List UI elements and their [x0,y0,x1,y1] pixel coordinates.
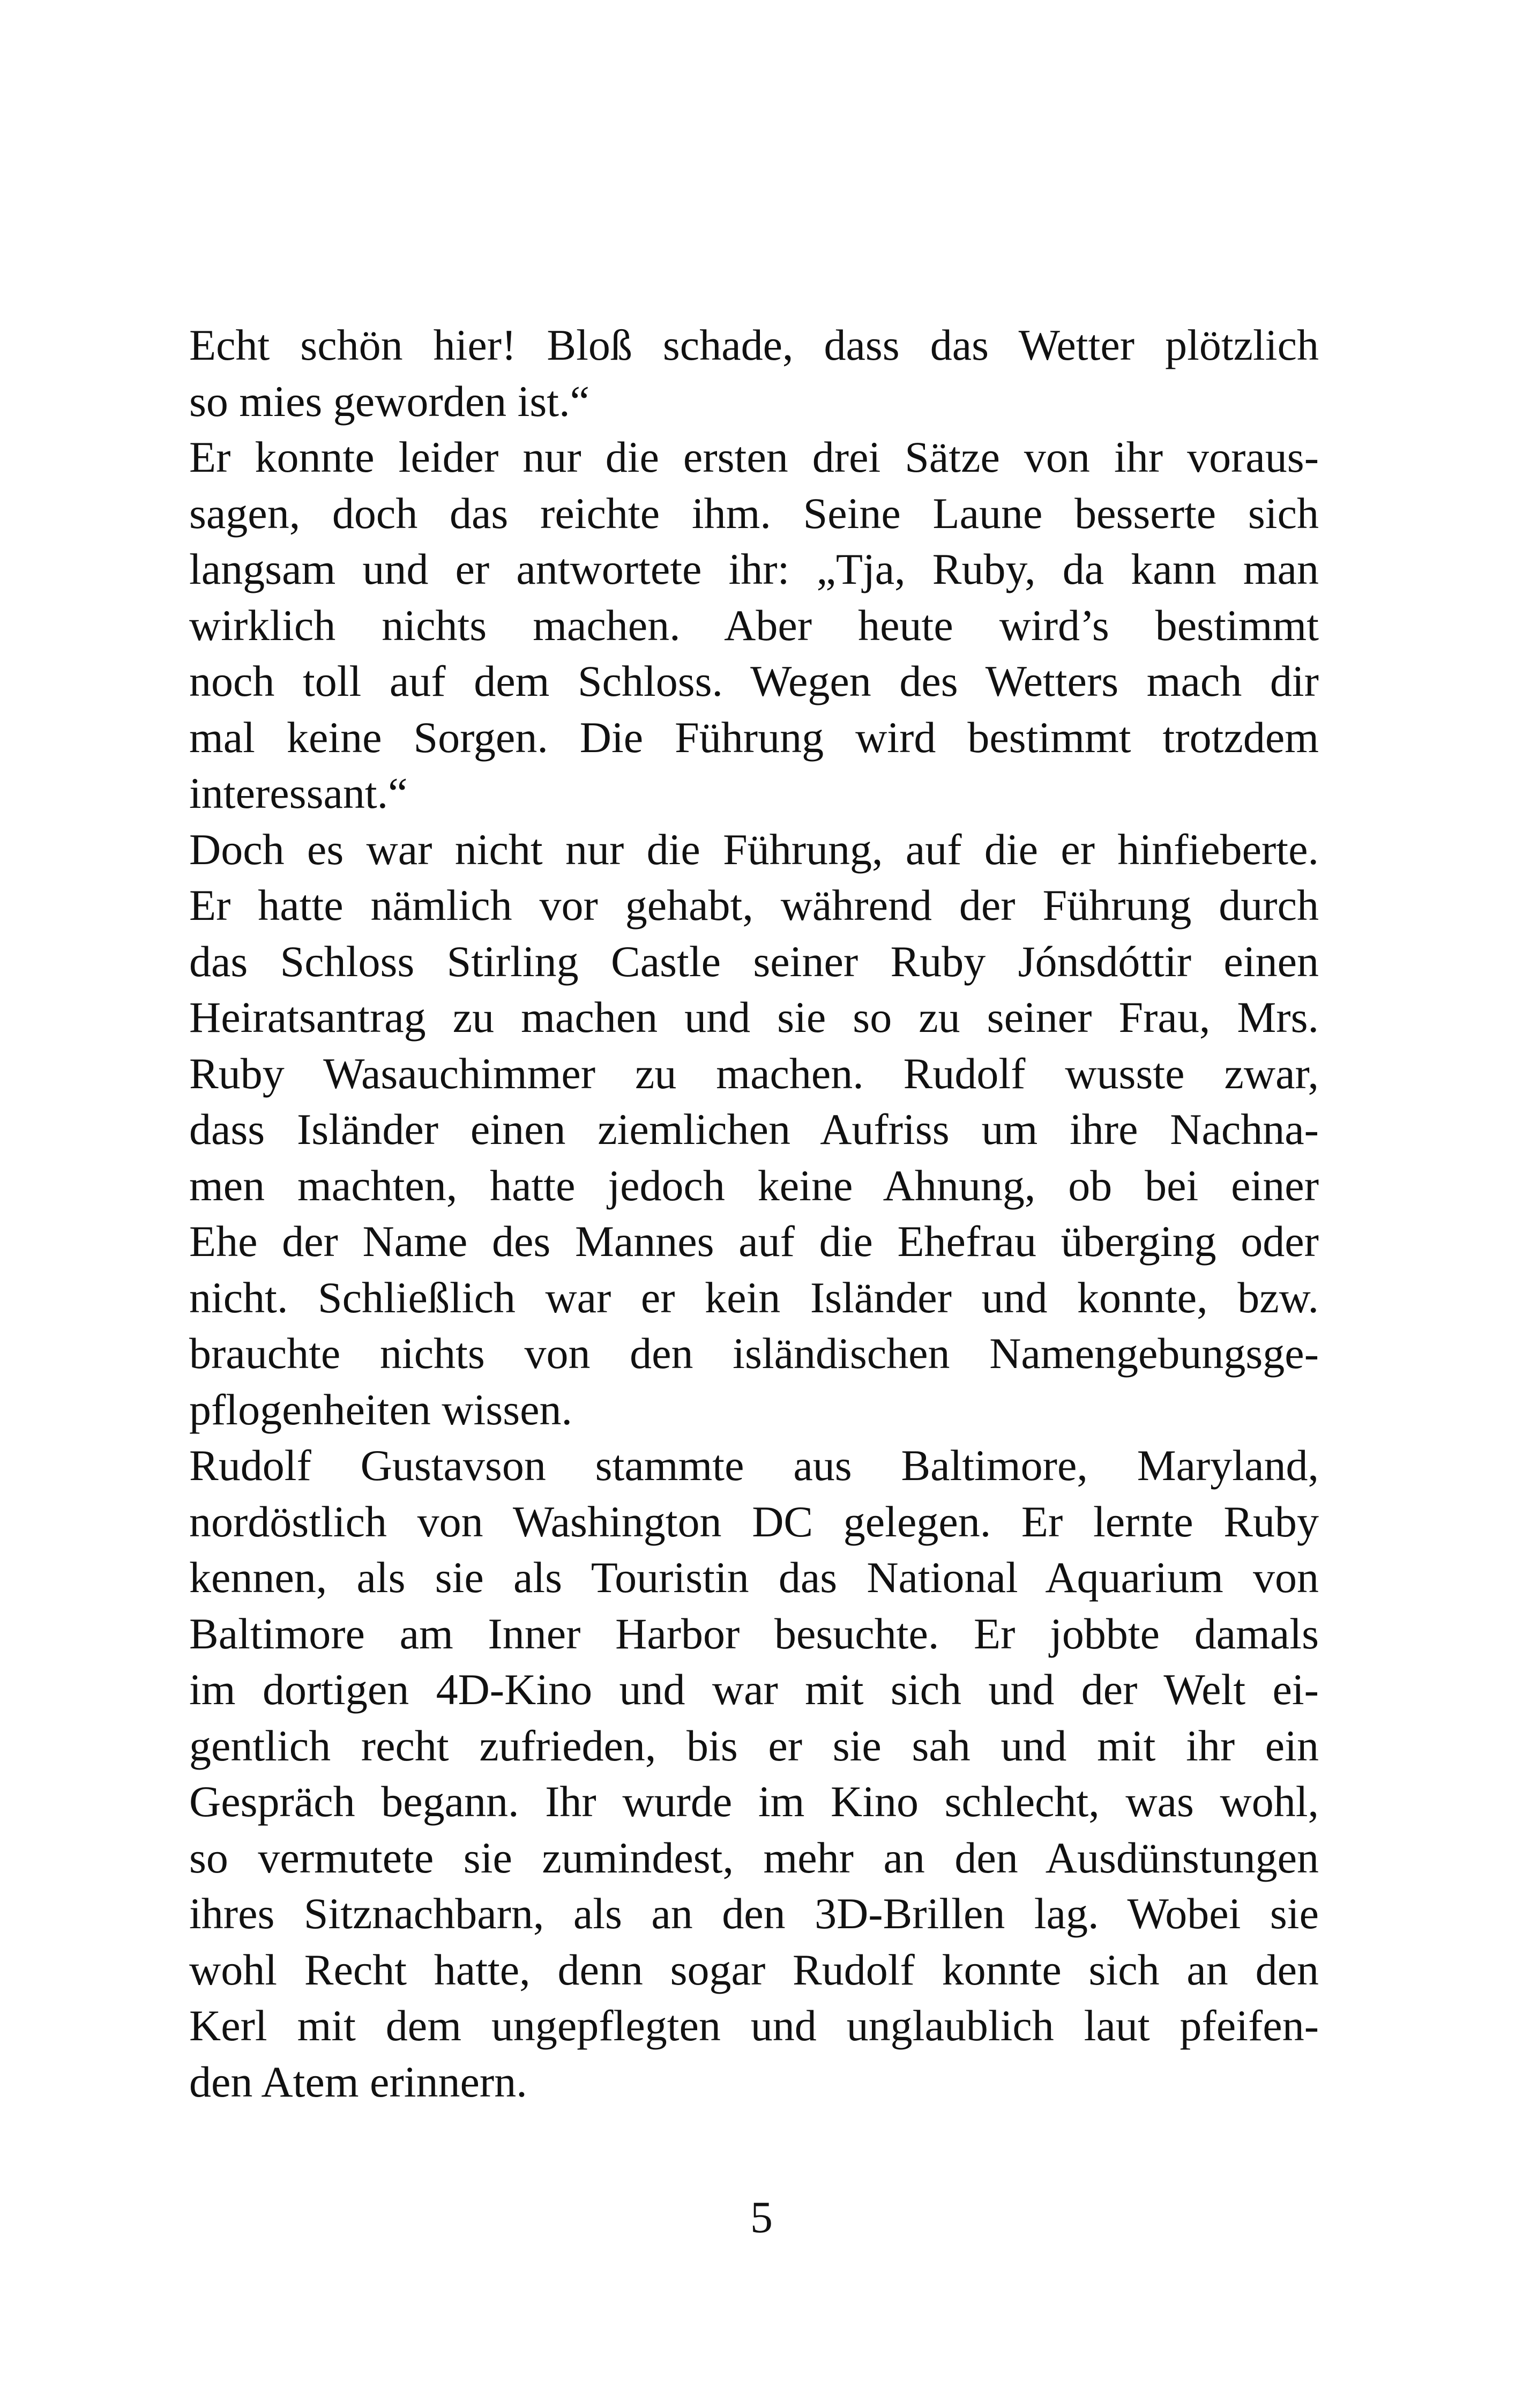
text-line: nordöstlich von Washington DC gelegen. Er lernte Ruby [189,1497,1319,1546]
text-line: Ehe der Name des Mannes auf die Ehefrau überging oder [189,1217,1319,1266]
text-line: kennen, als sie als Touristin das National Aquarium von [189,1553,1319,1602]
text-line: mal keine Sorgen. Die Führung wird bestimmt trotzdem [189,712,1319,762]
text-line: so mies geworden ist.“ [189,376,589,426]
text-line: Kerl mit dem ungepflegten und unglaublich laut pfeifen- [189,2001,1319,2050]
text-line: Er konnte leider nur die ersten drei Sätze von ihr voraus- [189,433,1319,481]
text-line: im dortigen 4D-Kino und war mit sich und der Welt ei- [189,1665,1319,1714]
text-line: interessant.“ [189,769,408,817]
text-line: Heiratsantrag zu machen und sie so zu seiner Frau, Mrs. [189,993,1319,1042]
text-line: brauchte nichts von den isländischen Namengebungsge- [189,1329,1319,1378]
text-line: wohl Recht hatte, denn sogar Rudolf konnte sich an den [189,1945,1319,1994]
text-line: Gespräch begann. Ihr wurde im Kino schlecht, was wohl, [189,1777,1319,1826]
text-line: Echt schön hier! Bloß schade, dass das Wetter plötzlich [189,321,1319,369]
text-line: noch toll auf dem Schloss. Wegen des Wetters mach dir [189,657,1319,705]
text-line: Rudolf Gustavson stammte aus Baltimore, Maryland, [189,1441,1319,1490]
text-line: nicht. Schließlich war er kein Isländer und konnte, bzw. [189,1273,1319,1322]
text-line: men machten, hatte jedoch keine Ahnung, ob bei einer [189,1161,1319,1210]
text-line: pflogenheiten wissen. [189,1385,573,1434]
text-line: Doch es war nicht nur die Führung, auf die er hinfieberte. [189,824,1319,874]
text-line: Baltimore am Inner Harbor besuchte. Er jobbte damals [189,1609,1319,1658]
text-line: Er hatte nämlich vor gehabt, während der Führung durch [189,881,1319,930]
page-number: 5 [750,2193,773,2242]
text-line: langsam und er antwortete ihr: „Tja, Ruby, da kann man [189,545,1319,593]
body-text [189,317,1319,2110]
text-line: Ruby Wasauchimmer zu machen. Rudolf wusste zwar, [189,1049,1319,1098]
text-line: den Atem erinnern. [189,2057,527,2106]
text-line: wirklich nichts machen. Aber heute wird’s bestimmt [189,600,1319,650]
text-line: das Schloss Stirling Castle seiner Ruby Jónsdóttir einen [189,937,1319,986]
text-line: so vermutete sie zumindest, mehr an den Ausdünstungen [189,1833,1319,1882]
text-line: dass Isländer einen ziemlichen Aufriss um ihre Nachna- [189,1105,1319,1154]
text-line: sagen, doch das reichte ihm. Seine Laune besserte sich [189,488,1319,538]
text-line: gentlich recht zufrieden, bis er sie sah und mit ihr ein [189,1721,1319,1770]
text-line: ihres Sitznachbarn, als an den 3D-Brillen lag. Wobei sie [189,1889,1319,1938]
